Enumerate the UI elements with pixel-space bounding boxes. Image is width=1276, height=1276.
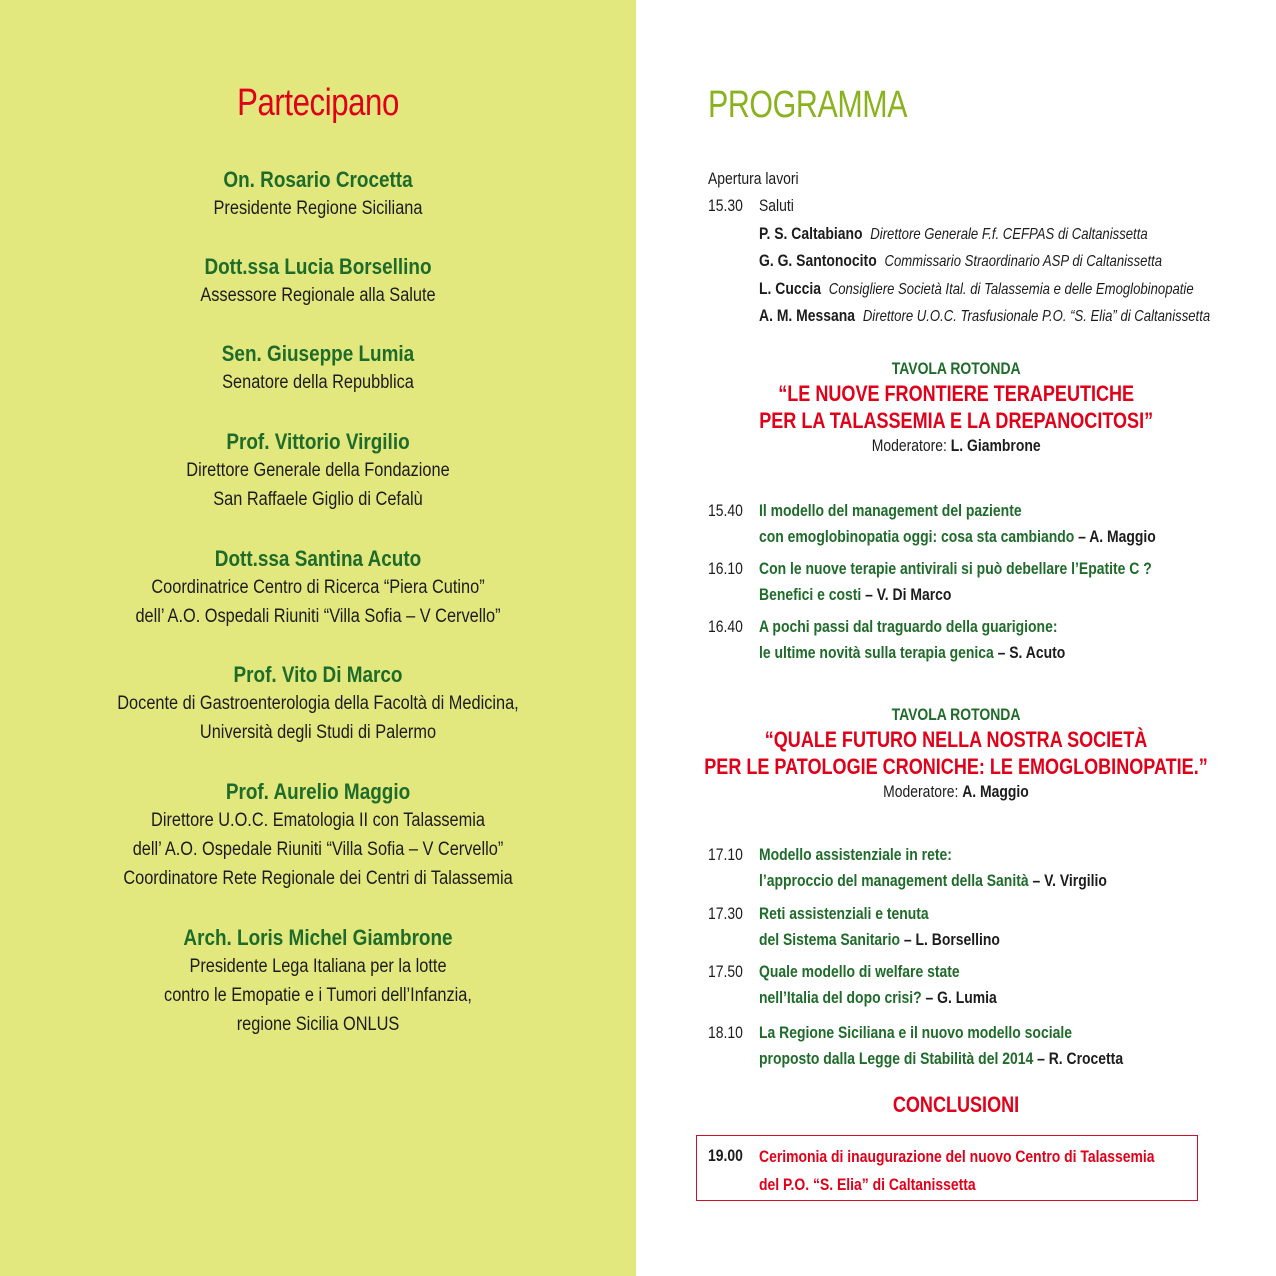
- ceremony-line: Cerimonia di inaugurazione del nuovo Centro di Talassemia: [759, 1147, 1155, 1166]
- talk-speaker: L. Borsellino: [915, 930, 1000, 949]
- talk-dash: –: [1033, 1049, 1049, 1068]
- round-table-label: TAVOLA ROTONDA: [891, 705, 1021, 724]
- participant: [0, 340, 636, 397]
- greeting-role: Commissario Straordinario ASP di Caltanissetta: [884, 253, 1163, 270]
- talk-time: 17.50: [708, 962, 743, 981]
- participants-panel: [0, 0, 636, 1276]
- talk-time: 17.10: [708, 845, 743, 864]
- participant-role: regione Sicilia ONLUS: [236, 1014, 400, 1035]
- participant-role: Presidente Regione Siciliana: [213, 198, 423, 219]
- talk-title: Benefici e costi: [759, 585, 862, 604]
- greeting-role: Consigliere Società Ital. di Talassemia e delle Emoglobinopatie: [828, 281, 1194, 298]
- talk-title: l’approccio del management della Sanità: [759, 871, 1029, 890]
- talk-item: [759, 842, 1107, 894]
- participant-role: Senatore della Repubblica: [222, 372, 414, 393]
- moderator-label: Moderatore:: [883, 782, 963, 801]
- greeting-name: P. S. Caltabiano: [759, 224, 863, 243]
- greeting-role: Direttore U.O.C. Trasfusionale P.O. “S. Elia” di Caltanissetta: [862, 308, 1211, 325]
- moderator-line: [704, 780, 1207, 804]
- greeting-role: Direttore Generale F.f. CEFPAS di Caltanissetta: [870, 226, 1148, 243]
- talk-item: [759, 498, 1156, 550]
- greeting-row: [759, 303, 1210, 330]
- ceremony-text: [759, 1143, 1155, 1199]
- opening-label: Apertura lavori: [708, 169, 799, 188]
- participant-role: dell’ A.O. Ospedale Riuniti “Villa Sofia – V Cervello”: [132, 839, 504, 860]
- talk-item: [759, 901, 1000, 953]
- talk-speaker: V. Virgilio: [1044, 871, 1107, 890]
- ceremony-line: del P.O. “S. Elia” di Caltanissetta: [759, 1175, 976, 1194]
- greeting-name: G. G. Santonocito: [759, 251, 877, 270]
- talk-title: Modello assistenziale in rete:: [759, 845, 952, 864]
- talk-time: 17.30: [708, 904, 743, 923]
- moderator-line: [759, 434, 1153, 458]
- participant: [0, 253, 636, 310]
- greetings-time: 15.30: [708, 196, 743, 215]
- talk-dash: –: [1028, 871, 1045, 890]
- talk-speaker: G. Lumia: [937, 988, 997, 1007]
- conclusions-title: CONCLUSIONI: [892, 1092, 1020, 1117]
- talk-time: 16.10: [708, 559, 743, 578]
- talk-item: [759, 614, 1065, 666]
- participant-role: contro le Emopatie e i Tumori dell’Infanzia,: [164, 985, 472, 1006]
- participant-role: Direttore Generale della Fondazione: [186, 460, 450, 481]
- round-table-title: PER LE PATOLOGIE CRONICHE: LE EMOGLOBINOPATIE.”: [704, 754, 1208, 779]
- talk-item: [759, 556, 1152, 608]
- talk-speaker: A. Maggio: [1089, 527, 1156, 546]
- talk-title: con emoglobinopatia oggi: cosa sta cambiando: [759, 527, 1075, 546]
- talk-title: Reti assistenziali e tenuta: [759, 904, 929, 923]
- round-table-title: PER LA TALASSEMIA E LA DREPANOCITOSI”: [759, 408, 1153, 433]
- talk-dash: –: [1074, 527, 1090, 546]
- greeting-name: A. M. Messana: [759, 306, 856, 325]
- talk-title: del Sistema Sanitario: [759, 930, 901, 949]
- round-table-label: TAVOLA ROTONDA: [891, 359, 1021, 378]
- round-table-title: “QUALE FUTURO NELLA NOSTRA SOCIETÀ: [764, 727, 1148, 752]
- talk-dash: –: [993, 643, 1010, 662]
- talk-title: nell’Italia del dopo crisi?: [759, 988, 922, 1007]
- participant: [0, 428, 636, 514]
- programme-title: PROGRAMMA: [708, 84, 908, 126]
- participant-role: Presidente Lega Italiana per la lotte: [189, 956, 447, 977]
- participant: [0, 924, 636, 1039]
- participant: [0, 545, 636, 631]
- participant-role: Università degli Studi di Palermo: [199, 722, 437, 743]
- ceremony-time: [708, 1143, 743, 1169]
- participant: [0, 778, 636, 893]
- participant-name: Arch. Loris Michel Giambrone: [183, 925, 453, 950]
- talk-time: 15.40: [708, 501, 743, 520]
- round-table-2: [636, 704, 1276, 804]
- moderator-label: Moderatore:: [871, 436, 951, 455]
- talk-item: [759, 1020, 1123, 1072]
- talk-speaker: V. Di Marco: [876, 585, 952, 604]
- participant-role: Direttore U.O.C. Ematologia II con Talassemia: [151, 810, 485, 831]
- talk-time: 18.10: [708, 1023, 743, 1042]
- talk-title: le ultime novità sulla terapia genica: [759, 643, 994, 662]
- participant-role: Coordinatore Rete Regionale dei Centri di Talassemia: [123, 868, 513, 889]
- talk-dash: –: [921, 988, 938, 1007]
- participant-name: Prof. Vito Di Marco: [233, 662, 403, 687]
- participant-name: Prof. Aurelio Maggio: [225, 779, 411, 804]
- greetings-label: Saluti: [759, 196, 794, 215]
- talk-title: proposto dalla Legge di Stabilità del 2014: [759, 1049, 1034, 1068]
- participant: [0, 166, 636, 223]
- talk-speaker: S. Acuto: [1009, 643, 1066, 662]
- conclusions-heading: [636, 1092, 1276, 1118]
- participant-role: Coordinatrice Centro di Ricerca “Piera Cutino”: [151, 577, 485, 598]
- talk-dash: –: [861, 585, 877, 604]
- talk-title: Il modello del management del paziente: [759, 501, 1022, 520]
- participant: [0, 661, 636, 747]
- greeting-row: [759, 221, 1148, 248]
- participant-role: Docente di Gastroenterologia della Facoltà di Medicina,: [117, 693, 519, 714]
- talk-title: A pochi passi dal traguardo della guarigione:: [759, 617, 1058, 636]
- talk-item: [759, 959, 997, 1011]
- talk-time: 16.40: [708, 617, 743, 636]
- talk-speaker: R. Crocetta: [1048, 1049, 1124, 1068]
- talk-dash: –: [900, 930, 916, 949]
- moderator-name: A. Maggio: [962, 782, 1029, 801]
- greeting-row: [759, 248, 1162, 275]
- participant-name: On. Rosario Crocetta: [223, 167, 413, 192]
- participant-name: Dott.ssa Santina Acuto: [214, 546, 422, 571]
- talk-title: La Regione Siciliana e il nuovo modello sociale: [759, 1023, 1072, 1042]
- programme-panel: [636, 0, 1276, 1276]
- participants-title: Partecipano: [237, 82, 399, 124]
- greeting-name: L. Cuccia: [759, 279, 821, 298]
- round-table-1: [636, 358, 1276, 458]
- participant-name: Dott.ssa Lucia Borsellino: [204, 254, 432, 279]
- participant-role: Assessore Regionale alla Salute: [200, 285, 436, 306]
- moderator-name: L. Giambrone: [950, 436, 1041, 455]
- participant-name: Prof. Vittorio Virgilio: [226, 429, 410, 454]
- participant-role: San Raffaele Giglio di Cefalù: [213, 489, 423, 510]
- round-table-title: “LE NUOVE FRONTIERE TERAPEUTICHE: [778, 381, 1134, 406]
- greeting-row: [759, 276, 1194, 303]
- participant-role: dell’ A.O. Ospedali Riuniti “Villa Sofia – V Cervello”: [135, 606, 501, 627]
- participant-name: Sen. Giuseppe Lumia: [221, 341, 415, 366]
- ceremony-time-text: 19.00: [708, 1146, 743, 1165]
- talk-title: Quale modello di welfare state: [759, 962, 960, 981]
- talk-title: Con le nuove terapie antivirali si può debellare l’Epatite C ?: [759, 559, 1152, 578]
